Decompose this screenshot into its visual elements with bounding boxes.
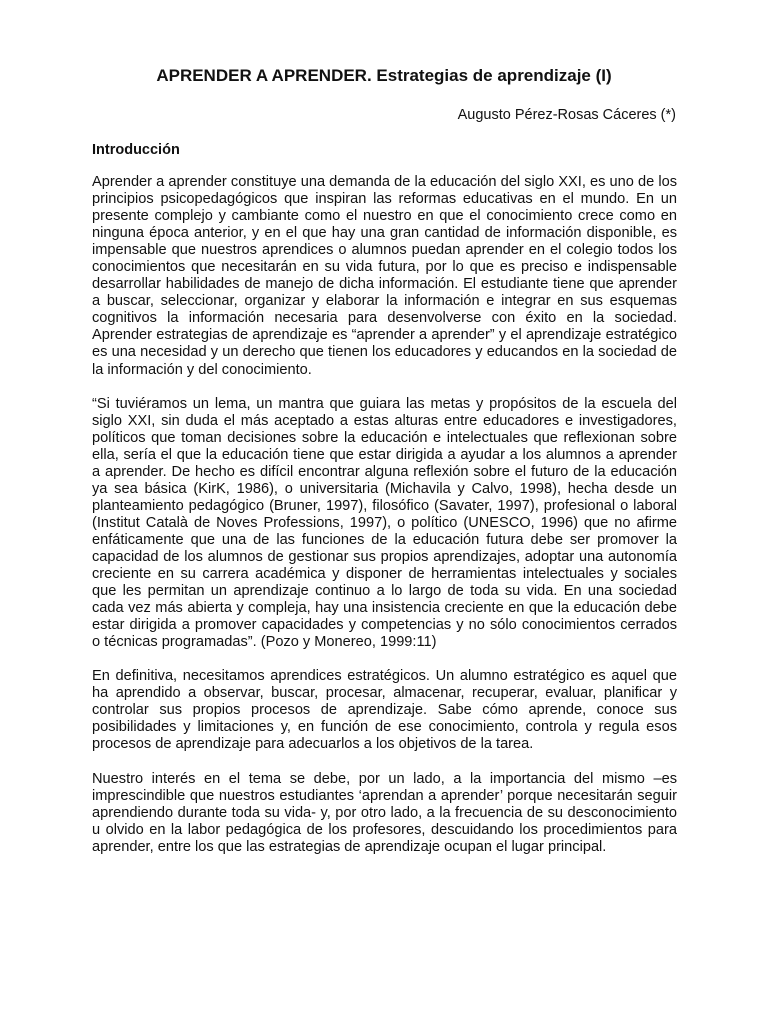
body-text	[92, 174, 677, 873]
section-heading: Introducción	[92, 142, 180, 158]
title-bold-part: APRENDER A APRENDER.	[156, 66, 372, 85]
paragraph: “Si tuviéramos un lema, un mantra que guiara las metas y propósitos de la escuela del siglo XXI, sin duda el más aceptado a estas alturas entre educadores e investigadores, políticos que toman decisiones sobre la educación e intelectuales que reflexionan sobre ella, sería el que la educación tiene que estar dirigida a ayudar a los alumnos a aprender a aprender. De hecho es difícil encontrar alguna reflexión sobre el futuro de la educación ya sea básica (KirK, 1986), o universitaria (Michavila y Calvo, 1998), hecha desde un planteamiento pedagógico (Bruner, 1997), filosófico (Savater, 1997), profesional o laboral (Institut Català de Noves Professions, 1997), o político (UNESCO, 1996) que no afirme enfáticamente que una de las funciones de la educación futura debe ser promover la capacidad de los alumnos de gestionar sus propios aprendizajes, adoptar una autonomía creciente en su carrera académica y disponer de herramientas intelectuales y sociales que les permitan un aprendizaje continuo a lo largo de toda su vida. En una sociedad cada vez más abierta y compleja, hay una insistencia creciente en que la educación debe estar dirigida a promover capacidades y competencias y no sólo conocimientos cerrados o técnicas programadas”. (Pozo y Monereo, 1999:11)	[92, 395, 677, 651]
document-title	[0, 66, 768, 86]
paragraph: En definitiva, necesitamos aprendices estratégicos. Un alumno estratégico es aquel que ha aprendido a observar, buscar, procesar, almacenar, recuperar, evaluar, planificar y controlar sus propios procesos de aprendizaje. Sabe cómo aprende, conoce sus posibilidades y limitaciones y, en función de ese conocimiento, controla y regula esos procesos de aprendizaje para adecuarlos a los objetivos de la tarea.	[92, 668, 677, 753]
author-line: Augusto Pérez-Rosas Cáceres (*)	[457, 107, 676, 123]
paragraph: Nuestro interés en el tema se debe, por un lado, a la importancia del mismo –es imprescindible que nuestros estudiantes ‘aprendan a aprender’ porque necesitarán seguir aprendiendo durante toda su vida- y, por otro lado, a la frecuencia de su desconocimiento u olvido en la labor pedagógica de los profesores, descuidando los procedimientos para aprender, entre los que las estrategias de aprendizaje ocupan el lugar principal.	[92, 770, 677, 855]
title-rest: Estrategias de aprendizaje (I)	[371, 66, 612, 85]
paragraph: Aprender a aprender constituye una demanda de la educación del siglo XXI, es uno de los principios psicopedagógicos que inspiran las reformas educativas en el mundo. En un presente complejo y cambiante como el nuestro en que el conocimiento crece como en ninguna época anterior, y en el que hay una gran cantidad de información disponible, es impensable que nuestros aprendices o alumnos puedan aprender en el colegio todos los conocimientos que necesitarán en su vida futura, por lo que es preciso e indispensable desarrollar habilidades de manejo de dicha información. El estudiante tiene que aprender a buscar, seleccionar, organizar y elaborar la información e integrar en sus esquemas cognitivos la información necesaria para desenvolverse con éxito en la sociedad. Aprender estrategias de aprendizaje es “aprender a aprender” y el aprendizaje estratégico es una necesidad y un derecho que tienen los educadores y educandos en la sociedad de la información y del conocimiento.	[92, 174, 677, 378]
